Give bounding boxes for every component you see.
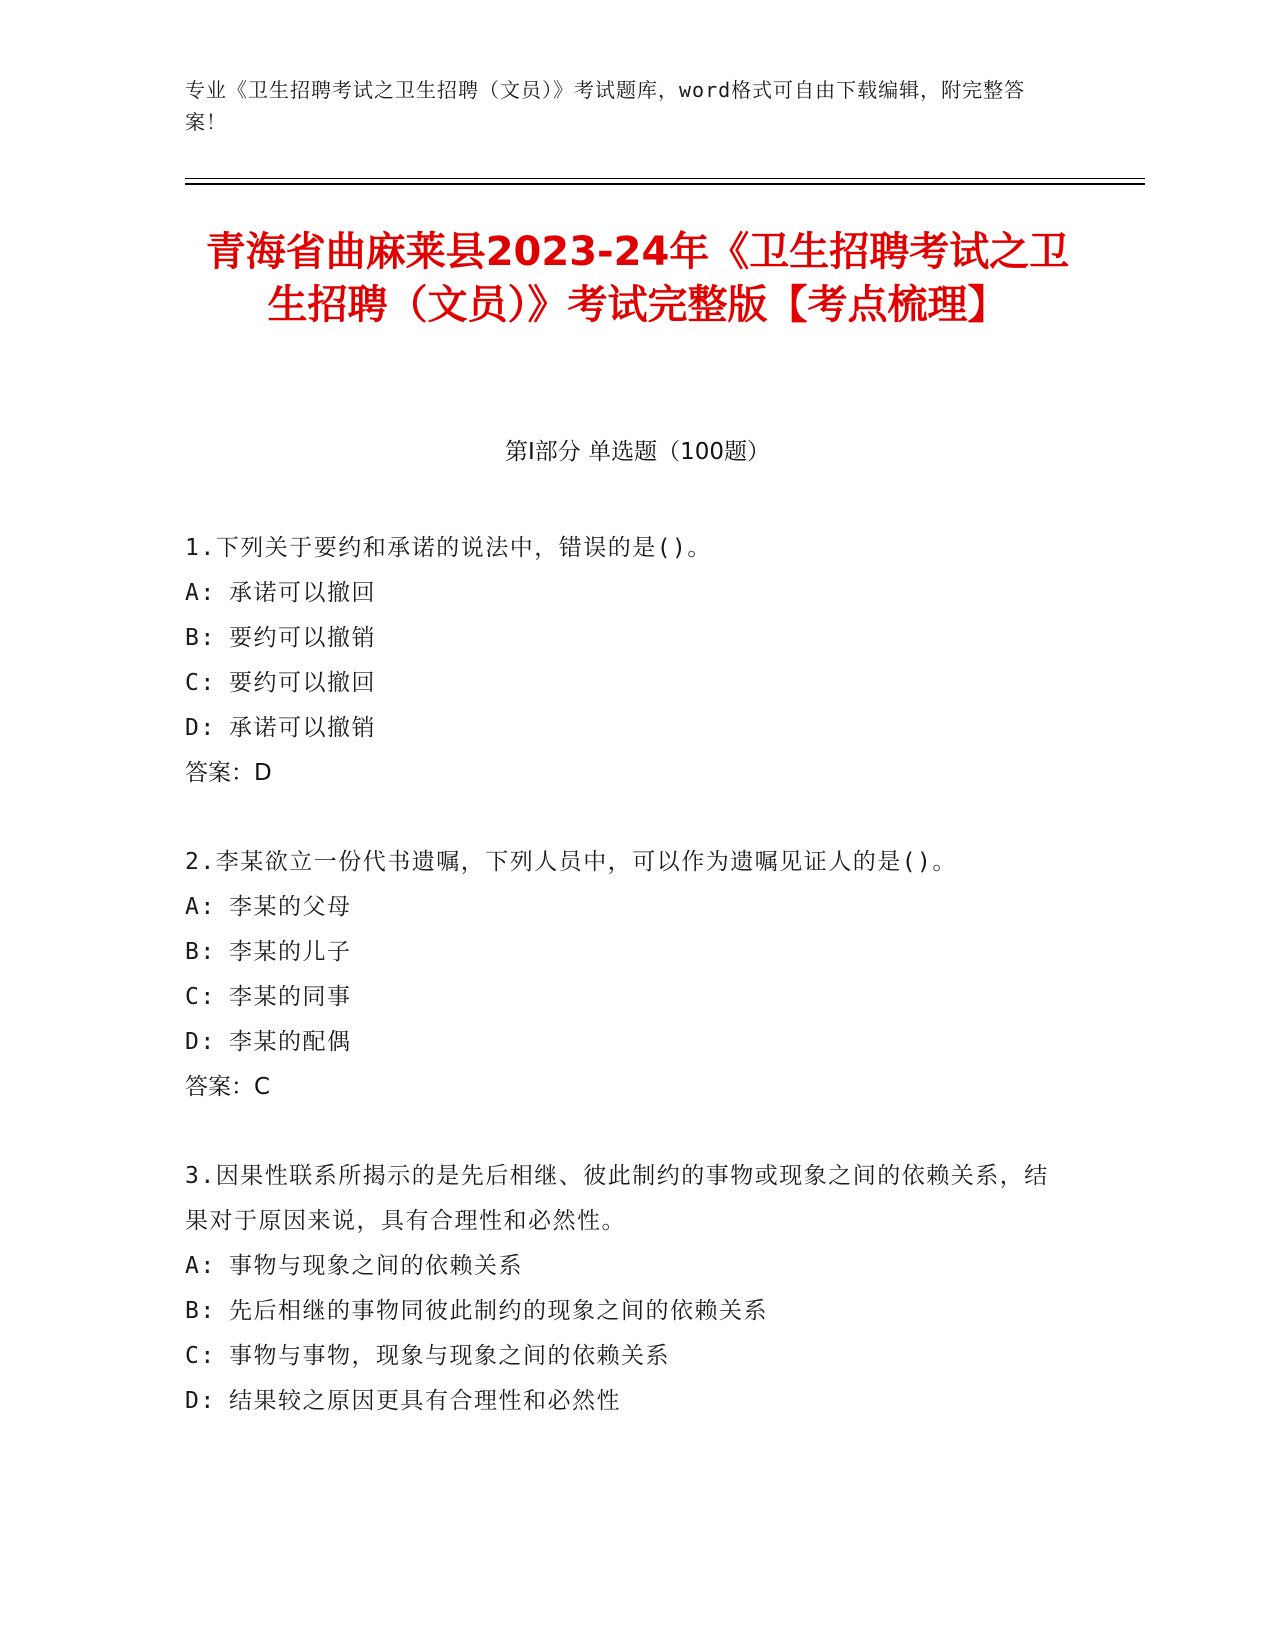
option-key: B: bbox=[185, 939, 216, 965]
option-text: 李某的父母 bbox=[229, 894, 352, 920]
option-a bbox=[185, 885, 1065, 930]
header-rule-thick bbox=[185, 183, 1145, 185]
option-text: 先后相继的事物同彼此制约的现象之间的依赖关系 bbox=[229, 1298, 768, 1324]
option-a bbox=[185, 571, 1065, 616]
option-key: D: bbox=[185, 715, 216, 741]
option-text: 结果较之原因更具有合理性和必然性 bbox=[229, 1388, 621, 1414]
option-b bbox=[185, 616, 1065, 661]
option-key: C: bbox=[185, 1343, 216, 1369]
option-text: 承诺可以撤销 bbox=[229, 715, 376, 741]
answer-text: 答案：D bbox=[185, 760, 272, 786]
header-rule-thin bbox=[185, 178, 1145, 179]
answer-text: 答案：C bbox=[185, 1074, 271, 1100]
option-c bbox=[185, 661, 1065, 706]
option-text: 李某的配偶 bbox=[229, 1029, 352, 1055]
section-title: 第Ⅰ部分 单选题（100题） bbox=[505, 439, 770, 465]
option-c bbox=[185, 975, 1065, 1020]
question-stem: 3.因果性联系所揭示的是先后相继、彼此制约的事物或现象之间的依赖关系，结果对于原因来说，具有合理性和必然性。 bbox=[185, 1163, 1049, 1234]
option-text: 事物与事物，现象与现象之间的依赖关系 bbox=[229, 1343, 670, 1369]
question-3 bbox=[185, 1154, 1065, 1424]
option-key: C: bbox=[185, 670, 216, 696]
option-d bbox=[185, 1379, 1065, 1424]
question-stem: 2.李某欲立一份代书遗嘱，下列人员中，可以作为遗嘱见证人的是()。 bbox=[185, 849, 957, 875]
option-key: B: bbox=[185, 625, 216, 651]
option-text: 李某的同事 bbox=[229, 984, 352, 1010]
question-list bbox=[185, 526, 1065, 1424]
question-2 bbox=[185, 840, 1065, 1110]
option-c bbox=[185, 1334, 1065, 1379]
option-text: 承诺可以撤回 bbox=[229, 580, 376, 606]
option-key: A: bbox=[185, 1253, 216, 1279]
option-b bbox=[185, 930, 1065, 975]
option-key: A: bbox=[185, 894, 216, 920]
header-note: 专业《卫生招聘考试之卫生招聘（文员）》考试题库，word格式可自由下载编辑，附完整答案！ bbox=[185, 78, 1026, 134]
option-key: A: bbox=[185, 580, 216, 606]
option-key: B: bbox=[185, 1298, 216, 1324]
option-key: C: bbox=[185, 984, 216, 1010]
option-text: 李某的儿子 bbox=[229, 939, 352, 965]
option-b bbox=[185, 1289, 1065, 1334]
option-d bbox=[185, 706, 1065, 751]
question-1 bbox=[185, 526, 1065, 796]
option-text: 要约可以撤销 bbox=[229, 625, 376, 651]
option-text: 要约可以撤回 bbox=[229, 670, 376, 696]
option-key: D: bbox=[185, 1029, 216, 1055]
option-a bbox=[185, 1244, 1065, 1289]
question-stem: 1.下列关于要约和承诺的说法中，错误的是()。 bbox=[185, 535, 712, 561]
option-d bbox=[185, 1020, 1065, 1065]
option-text: 事物与现象之间的依赖关系 bbox=[229, 1253, 523, 1279]
document-title: 青海省曲麻莱县2023-24年《卫生招聘考试之卫生招聘（文员）》考试完整版【考点梳理】 bbox=[205, 229, 1070, 328]
option-key: D: bbox=[185, 1388, 216, 1414]
